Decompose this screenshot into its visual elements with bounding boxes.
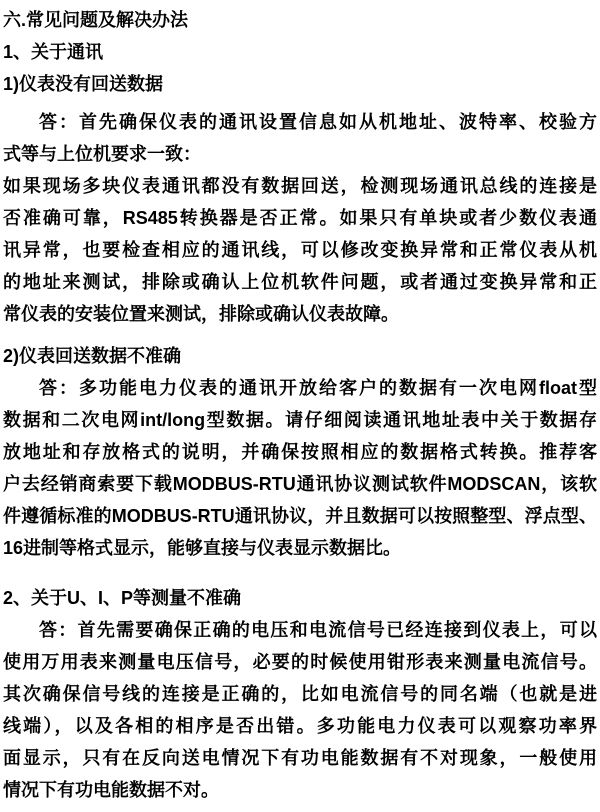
answer-line: 答：首先需要确保正确的电压和电流信号已经连接到仪表上，可以 [39, 620, 597, 640]
answer-line: 放地址和存放格式的说明，并确保按照相应的数据格式转换。推荐客 [3, 442, 597, 462]
answer-line: 面显示，只有在反向送电情况下有功电能数据有不对现象，一般使用 [3, 748, 597, 768]
answer-line: 否准确可靠，RS485转换器是否正常。如果只有单块或者少数仪表通 [3, 208, 597, 228]
answer-line: 常仪表的安装位置来测试，排除或确认仪表故障。 [3, 304, 399, 324]
answer-line: 户去经销商索要下载MODBUS-RTU通讯协议测试软件MODSCAN，该软 [3, 474, 597, 494]
answer-line: 如果现场多块仪表通讯都没有数据回送，检测现场通讯总线的连接是 [3, 176, 597, 196]
answer-line: 件遵循标准的MODBUS-RTU通讯协议，并且数据可以按照整型、浮点型、 [3, 506, 597, 526]
answer-line: 的地址来测试，排除或确认上位机软件问题，或者通过变换异常和正 [3, 272, 597, 292]
answer-line: 式等与上位机要求一致： [3, 144, 201, 164]
answer-line: 答：首先确保仪表的通讯设置信息如从机地址、波特率、校验方 [39, 112, 597, 132]
topic-heading-communication: 1、关于通讯 [3, 42, 104, 62]
answer-line: 数据和二次电网int/long型数据。请仔细阅读通讯地址表中关于数据存 [3, 410, 597, 430]
answer-line: 情况下有功电能数据不对。 [3, 780, 219, 800]
answer-line: 讯异常，也要检查相应的通讯线，可以修改变换异常和正常仪表从机 [3, 240, 597, 260]
document-body [3, 4, 597, 806]
question-heading-inaccurate-data: 2)仪表回送数据不准确 [3, 346, 182, 366]
answer-line: 16进制等格式显示，能够直接与仪表显示数据比。 [3, 538, 402, 558]
chapter-heading: 六.常见问题及解决办法 [3, 10, 188, 30]
question-heading-no-returned-data: 1)仪表没有回送数据 [3, 74, 164, 94]
answer-line: 答：多功能电力仪表的通讯开放给客户的数据有一次电网float型 [39, 378, 597, 398]
answer-line: 使用万用表来测量电压信号，必要的时候使用钳形表来测量电流信号。 [3, 652, 597, 672]
answer-line: 其次确保信号线的连接是正确的，比如电流信号的同名端（也就是进 [3, 684, 597, 704]
answer-line: 线端），以及各相的相序是否出错。多功能电力仪表可以观察功率界 [3, 716, 597, 736]
topic-heading-measurement: 2、关于U、I、P等测量不准确 [3, 588, 242, 608]
